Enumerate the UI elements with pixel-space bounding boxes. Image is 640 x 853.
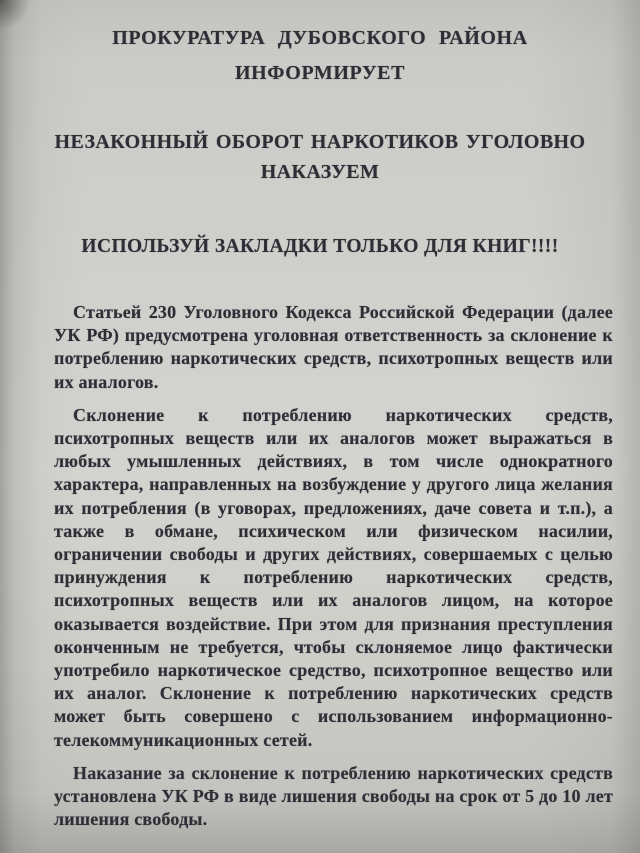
subject-heading: НЕЗАКОННЫЙ ОБОРОТ НАРКОТИКОВ УГОЛОВНО НАКАЗУЕМ: [54, 131, 586, 183]
paragraph-article-230: Статьей 230 Уголовного Кодекса Российской Федерации (далее УК РФ) предусмотрена уголовная ответственность за склонение к потреблению наркотических средств, психотропных веществ или их аналогов.: [54, 302, 613, 392]
paragraph-punishment: Наказание за склонение к потреблению наркотических средств установлена УК РФ в виде лишения свободы на срок от 5 до 10 лет лишения свободы.: [54, 762, 613, 830]
header-line-2: ИНФОРМИРУЕТ: [234, 62, 406, 84]
document-header: [0, 21, 640, 91]
slogan-heading: ИСПОЛЬЗУЙ ЗАКЛАДКИ ТОЛЬКО ДЛЯ КНИГ!!!!: [81, 236, 559, 257]
header-line-1: ПРОКУРАТУРА ДУБОВСКОГО РАЙОНА: [112, 27, 528, 49]
paragraph-inducement-explanation: Склонение к потреблению наркотических средств, психотропных веществ или их аналогов может выражаться в любых умышленных действиях, в том числе однократного характера, направленных на возбуждение у другого лица желания их потребления (в уговорах, предложениях, даче совета и т.п.), а также в обмане, психическом или физическом насилии, ограничении свободы и других действиях, совершаемых с целью принуждения к потреблению наркотических средств, психотропных веществ или их аналогов лицом, на которое оказывается воздействие. При этом для признания преступления оконченным не требуется, чтобы склоняемое лицо фактически употребило наркотическое средство, психотропное вещество или их аналог. Склонение к потреблению наркотических средств может быть совершено с использованием информационно-телекоммуникационных сетей.: [54, 404, 613, 750]
document-body: [0, 301, 640, 831]
